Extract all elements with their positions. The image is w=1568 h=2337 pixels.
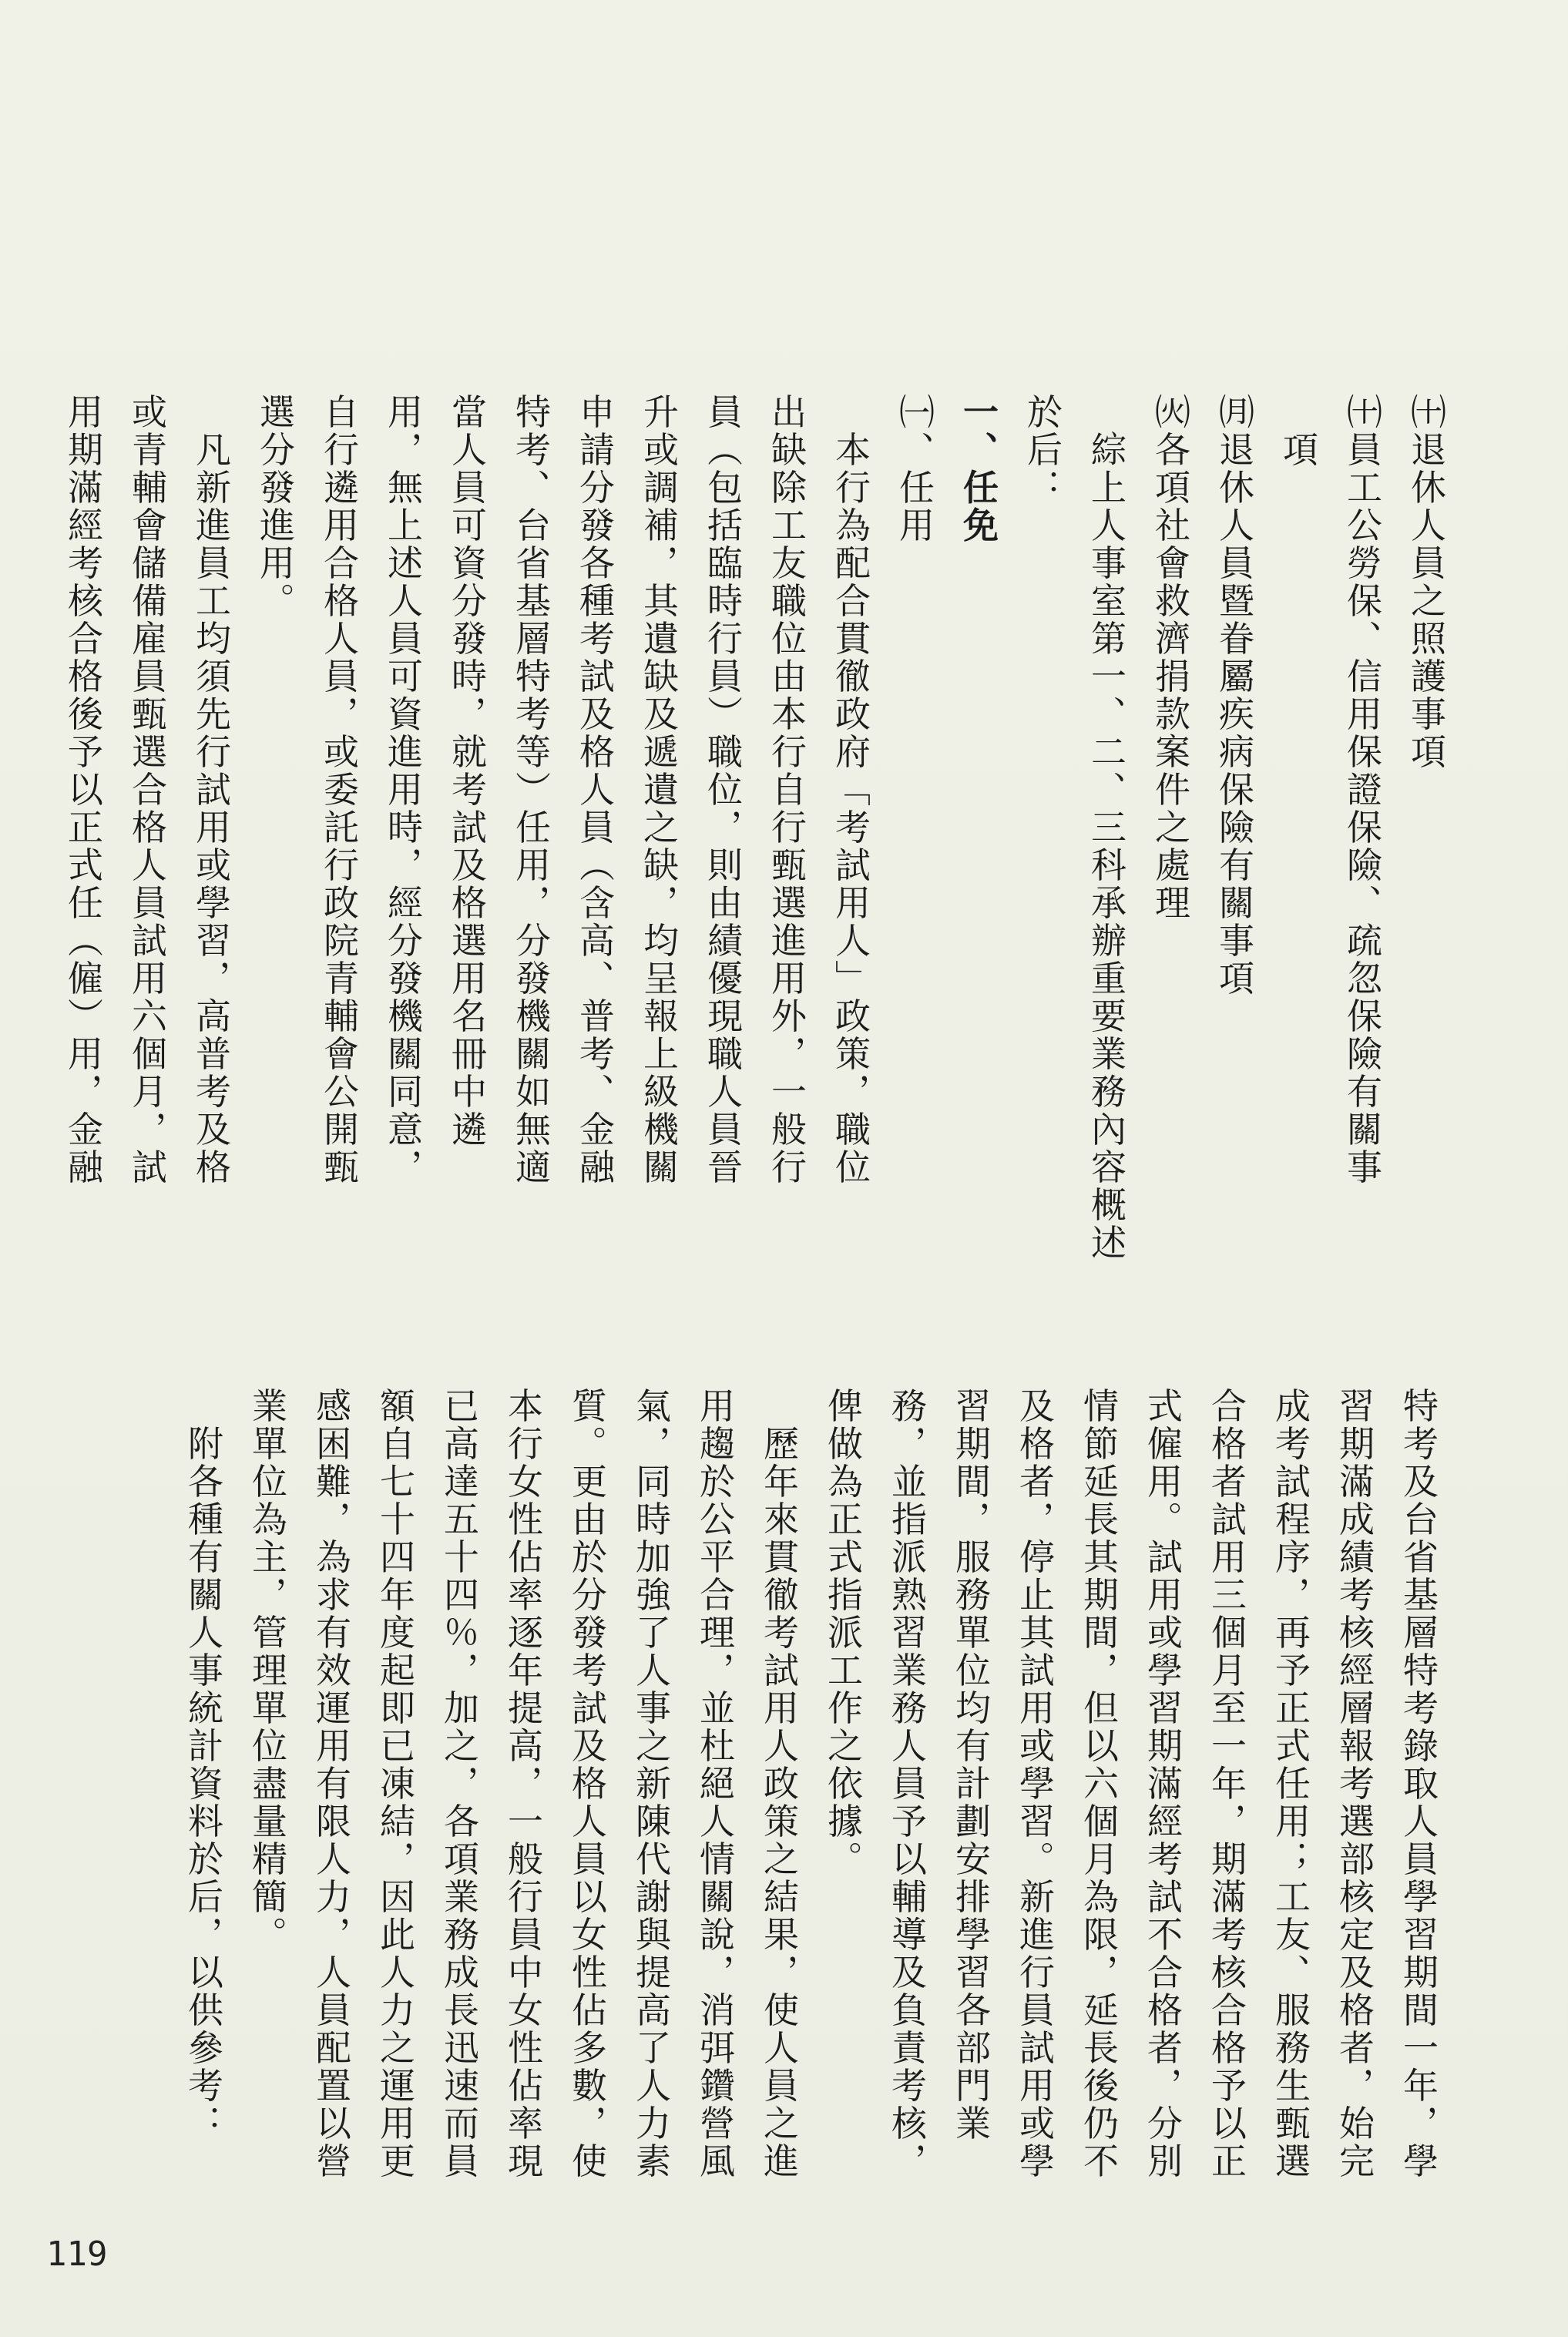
- section-heading: 一、任免: [958, 393, 999, 545]
- text-line: 本行為配合貫徹政府「考試用人」政策，職位: [830, 393, 871, 1187]
- top-text-block: [0, 339, 1522, 1372]
- text-line: 凡新進員工均須先行試用或學習，高普考及格: [190, 393, 232, 1187]
- text-line: 情節延長其期間，但以六個月為限，延長後仍不: [1078, 1387, 1120, 2181]
- text-line: 特考、台省基層特考等）任用，分發機關如無適: [510, 393, 552, 1187]
- subsection-heading: ㈠、任用: [894, 393, 935, 545]
- text-line: 或青輔會儲備雇員甄選合格人員試用六個月，試: [126, 393, 168, 1187]
- text-line: 出缺除工友職位由本行自行甄選進用外，一般行: [766, 393, 808, 1187]
- text-line: 用期滿經考核合格後予以正式任（僱）用，金融: [62, 393, 104, 1187]
- text-line: 俾做為正式指派工作之依據。: [822, 1387, 864, 1879]
- text-line: 綜上人事室第一、二、三科承辦重要業務內容概述: [1086, 393, 1127, 1262]
- text-line: 額自七十四年度起即已凍結，因此人力之運用更: [374, 1387, 416, 2181]
- text-line: 氣，同時加強了人事之新陳代謝與提高了人力素: [630, 1387, 672, 2181]
- text-line: 員（包括臨時行員）職位，則由績優現職人員晉: [702, 393, 744, 1187]
- bottom-text-block: [107, 1333, 1514, 2188]
- text-line: 歷年來貫徹考試用人政策之結果，使人員之進: [758, 1387, 800, 2181]
- text-line: 選分發進用。: [254, 393, 296, 620]
- page-number: 119: [46, 2235, 108, 2274]
- text-line: 於后：: [1022, 393, 1063, 507]
- text-line: 項: [1278, 393, 1319, 469]
- text-line: 當人員可資分發時，就考試及格選用名冊中遴: [446, 393, 488, 1149]
- text-line: 務，並指派熟習業務人員予以輔導及負責考核，: [886, 1387, 928, 2181]
- text-line: ㈩員工公勞保、信用保證保險、疏忽保險有關事: [1341, 393, 1383, 1187]
- text-line: 成考試程序，再予正式任用；工友、服務生甄選: [1270, 1387, 1311, 2181]
- text-line: 本行女性佔率逐年提高，一般行員中女性佔率現: [502, 1387, 544, 2181]
- text-line: 附各種有關人事統計資料於后，以供參考：: [183, 1387, 224, 2143]
- text-line: 習期間，服務單位均有計劃安排學習各部門業: [950, 1387, 992, 2143]
- text-line: 習期滿成績考核經層報考選部核定及格者，始完: [1334, 1387, 1375, 2181]
- text-line: 升或調補，其遺缺及遞遺之缺，均呈報上級機關: [638, 393, 680, 1187]
- text-line: 質。更由於分發考試及格人員以女性佔多數，使: [566, 1387, 608, 2181]
- text-line: ㈩退休人員之照護事項: [1405, 393, 1447, 771]
- text-line: 業單位為主，管理單位盡量精簡。: [247, 1387, 288, 1954]
- text-line: 已高達五十四％，加之，各項業務成長迅速而員: [438, 1387, 480, 2181]
- text-line: 用趨於公平合理，並杜絕人情關說，消弭鑽營風: [694, 1387, 736, 2181]
- text-line: 用，無上述人員可資進用時，經分發機關同意，: [382, 393, 424, 1187]
- text-line: 自行遴用合格人員，或委託行政院青輔會公開甄: [318, 393, 360, 1187]
- text-line: 及格者，停止其試用或學習。新進行員試用或學: [1014, 1387, 1056, 2181]
- text-line: 式僱用。試用或學習期滿經考試不合格者，分別: [1142, 1387, 1184, 2181]
- text-line: 合格者試用三個月至一年，期滿考核合格予以正: [1206, 1387, 1247, 2181]
- text-line: ㈪退休人員暨眷屬疾病保險有關事項: [1214, 393, 1255, 998]
- text-line: ㈫各項社會救濟捐款案件之處理: [1150, 393, 1191, 922]
- text-line: 感困難，為求有效運用有限人力，人員配置以營: [311, 1387, 352, 2181]
- text-line: 申請分發各種考試及格人員（含高、普考、金融: [574, 393, 616, 1187]
- text-line: 特考及台省基層特考錄取人員學習期間一年，學: [1398, 1387, 1439, 2181]
